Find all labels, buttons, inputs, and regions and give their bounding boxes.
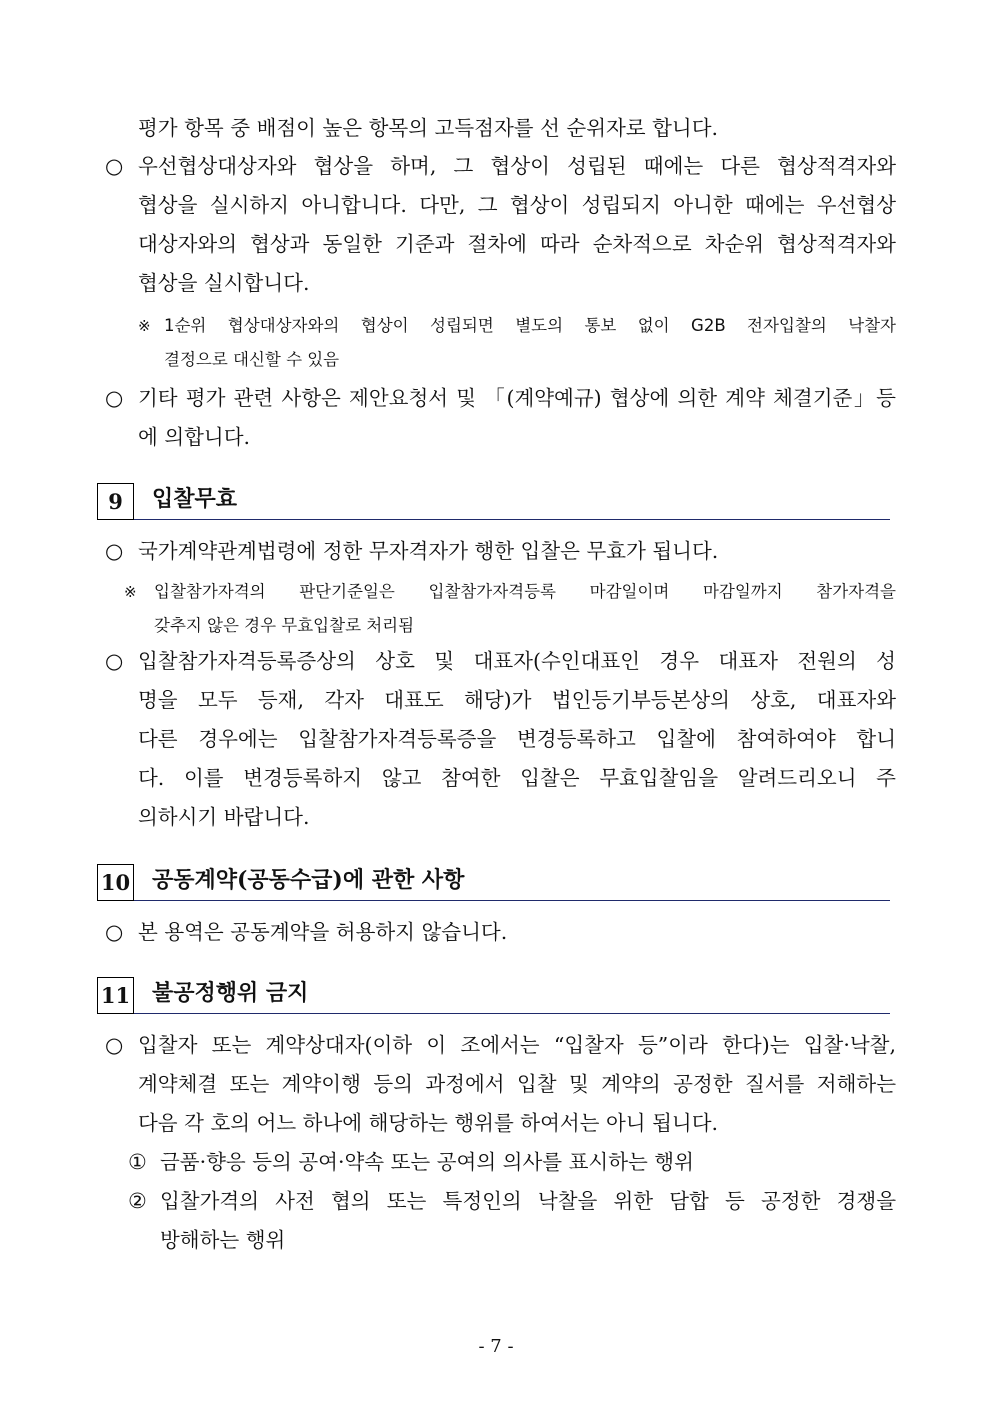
item-2-marker: ② (128, 1189, 147, 1213)
section-11-title: 불공정행위 금지 (152, 980, 309, 1006)
note-reference-icon: ※ (124, 583, 137, 601)
sec11-line-2: 계약체결 또는 계약이행 등의 과정에서 입찰 및 계약의 공정한 질서를 저해하는 (138, 1072, 896, 1096)
section-10-rule (134, 900, 890, 901)
negotiation-line-3: 대상자와의 협상과 동일한 기준과 절차에 따라 순차적으로 차순위 협상적격자와 (138, 232, 896, 256)
note-reference-icon: ※ (138, 317, 151, 335)
g2b-note-line-2: 결정으로 대신할 수 있음 (164, 350, 340, 369)
sec9-invalid-line: 국가계약관계법령에 정한 무자격자가 행한 입찰은 무효가 됩니다. (138, 539, 719, 563)
g2b-note-line-1: 1순위 협상대상자와의 협상이 성립되면 별도의 통보 없이 G2B 전자입찰의 낙찰자 (164, 316, 896, 335)
other-line-2: 에 의합니다. (138, 425, 251, 449)
sec11-line-1: 입찰자 또는 계약상대자(이하 이 조에서는 “입찰자 등”이라 한다)는 입찰·낙찰, (138, 1033, 896, 1057)
sec9-registration-line-1: 입찰참가자격등록증상의 상호 및 대표자(수인대표인 경우 대표자 전원의 성 (138, 649, 896, 673)
sec9-registration-line-3: 다른 경우에는 입찰참가자격등록증을 변경등록하고 입찰에 참여하여야 합니 (138, 727, 896, 751)
bullet-circle-icon: ○ (105, 154, 124, 178)
section-10-title: 공동계약(공동수급)에 관한 사항 (152, 867, 465, 893)
negotiation-line-4: 협상을 실시합니다. (138, 271, 310, 295)
other-line-1: 기타 평가 관련 사항은 제안요청서 및 「(계약예규) 협상에 의한 계약 체결기준」등 (138, 386, 896, 410)
section-10-number: 10 (97, 864, 134, 901)
item-1-marker: ① (128, 1150, 147, 1174)
sec11-line-3: 다음 각 호의 어느 하나에 해당하는 행위를 하여서는 아니 됩니다. (138, 1111, 719, 1135)
sec9-registration-line-2: 명을 모두 등재, 각자 대표도 해당)가 법인등기부등본상의 상호, 대표자와 (138, 688, 896, 712)
intro-line: 평가 항목 중 배점이 높은 항목의 고득점자를 선 순위자로 합니다. (138, 116, 719, 140)
bullet-circle-icon: ○ (105, 920, 124, 944)
section-11-number: 11 (97, 977, 134, 1014)
sec9-registration-line-5: 의하시기 바랍니다. (138, 805, 310, 829)
bullet-circle-icon: ○ (105, 649, 124, 673)
sec10-joint-contract-line: 본 용역은 공동계약을 허용하지 않습니다. (138, 920, 508, 944)
negotiation-line-2: 협상을 실시하지 아니합니다. 다만, 그 협상이 성립되지 아니한 때에는 우선협상 (138, 193, 896, 217)
sec9-note-line-2: 갖추지 않은 경우 무효입찰로 처리됨 (154, 616, 415, 635)
sec9-note-line-1: 입찰참가자격의 판단기준일은 입찰참가자격등록 마감일이며 마감일까지 참가자격을 (154, 582, 896, 601)
section-9-number: 9 (97, 483, 134, 520)
page-number: - 7 - (478, 1336, 514, 1357)
section-9-title: 입찰무효 (152, 486, 238, 512)
sec11-item-1-line-1: 금품·향응 등의 공여·약속 또는 공여의 의사를 표시하는 행위 (160, 1150, 694, 1174)
section-9-rule (134, 519, 890, 520)
bullet-circle-icon: ○ (105, 539, 124, 563)
sec9-registration-line-4: 다. 이를 변경등록하지 않고 참여한 입찰은 무효입찰임을 알려드리오니 주 (138, 766, 896, 790)
negotiation-line-1: 우선협상대상자와 협상을 하며, 그 협상이 성립된 때에는 다른 협상적격자와 (138, 154, 896, 178)
sec11-item-2-line-1: 입찰가격의 사전 협의 또는 특정인의 낙찰을 위한 담합 등 공정한 경쟁을 (160, 1189, 896, 1213)
sec11-item-2-line-2: 방해하는 행위 (160, 1228, 286, 1252)
bullet-circle-icon: ○ (105, 386, 124, 410)
bullet-circle-icon: ○ (105, 1033, 124, 1057)
section-11-rule (134, 1013, 890, 1014)
